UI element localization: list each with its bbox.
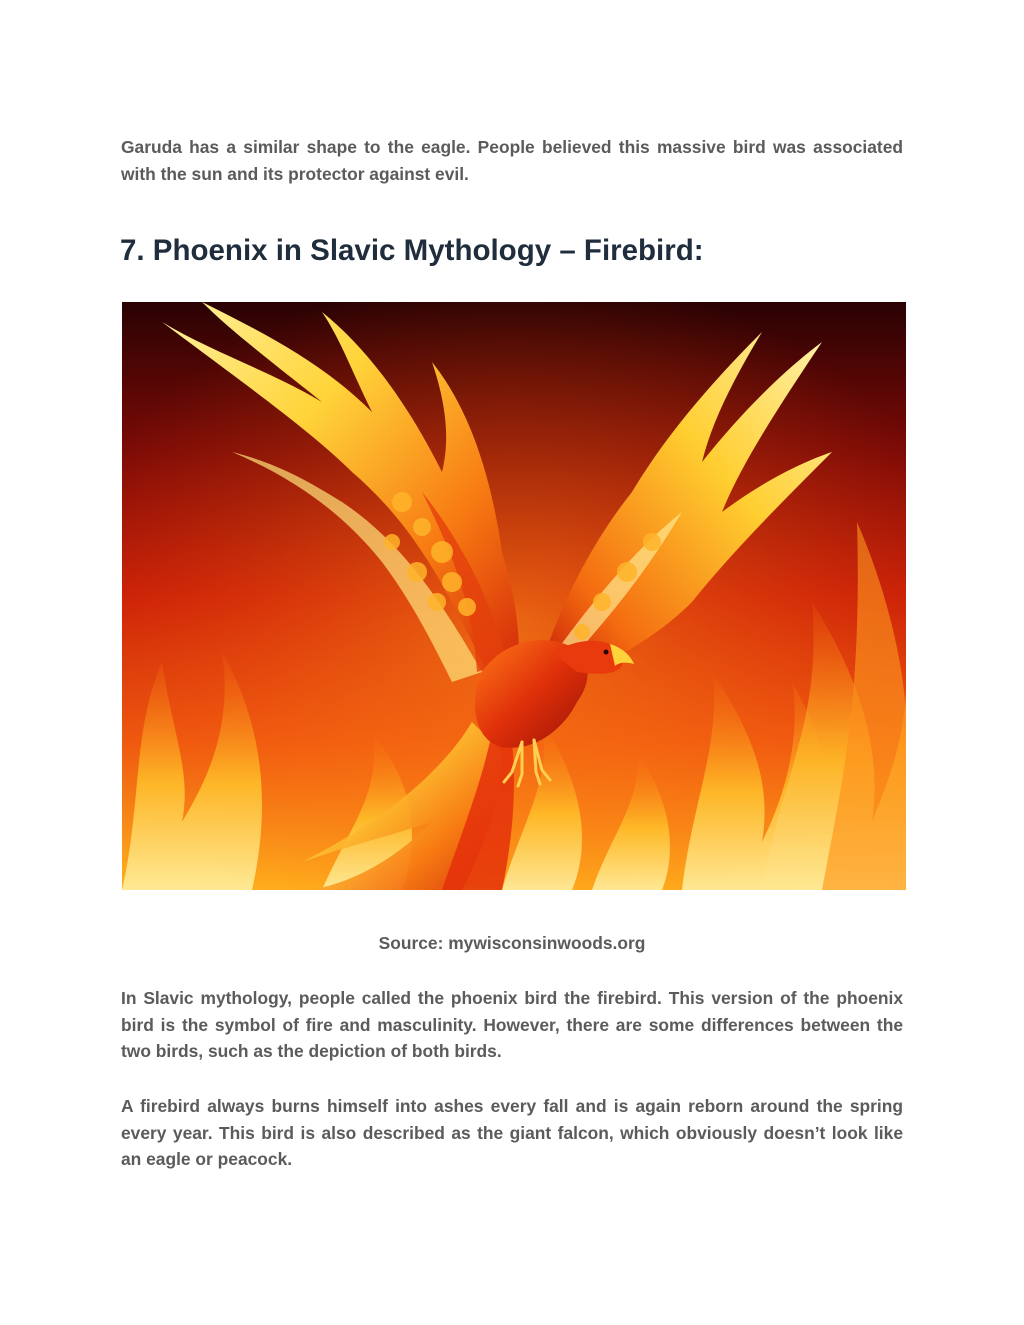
image-caption: Source: mywisconsinwoods.org bbox=[378, 933, 646, 953]
firebird-illustration bbox=[122, 302, 906, 890]
firebird-paragraph: A firebird always burns himself into ashes every fall and is again reborn around the spring every year. This bird is also described as the giant falcon, which obviously doesn’t look like an eagle or peacock. bbox=[121, 1096, 903, 1169]
slavic-paragraph: In Slavic mythology, people called the phoenix bird the firebird. This version of the phoenix bird is the symbol of fire and masculinity. However, there are some differences between the two birds, such as the depiction of both birds. bbox=[121, 988, 903, 1061]
section-heading: 7. Phoenix in Slavic Mythology – Firebird: bbox=[120, 234, 704, 267]
intro-paragraph: Garuda has a similar shape to the eagle. People believed this massive bird was associated with the sun and its protector against evil. bbox=[121, 137, 903, 184]
phoenix-image bbox=[122, 302, 906, 890]
